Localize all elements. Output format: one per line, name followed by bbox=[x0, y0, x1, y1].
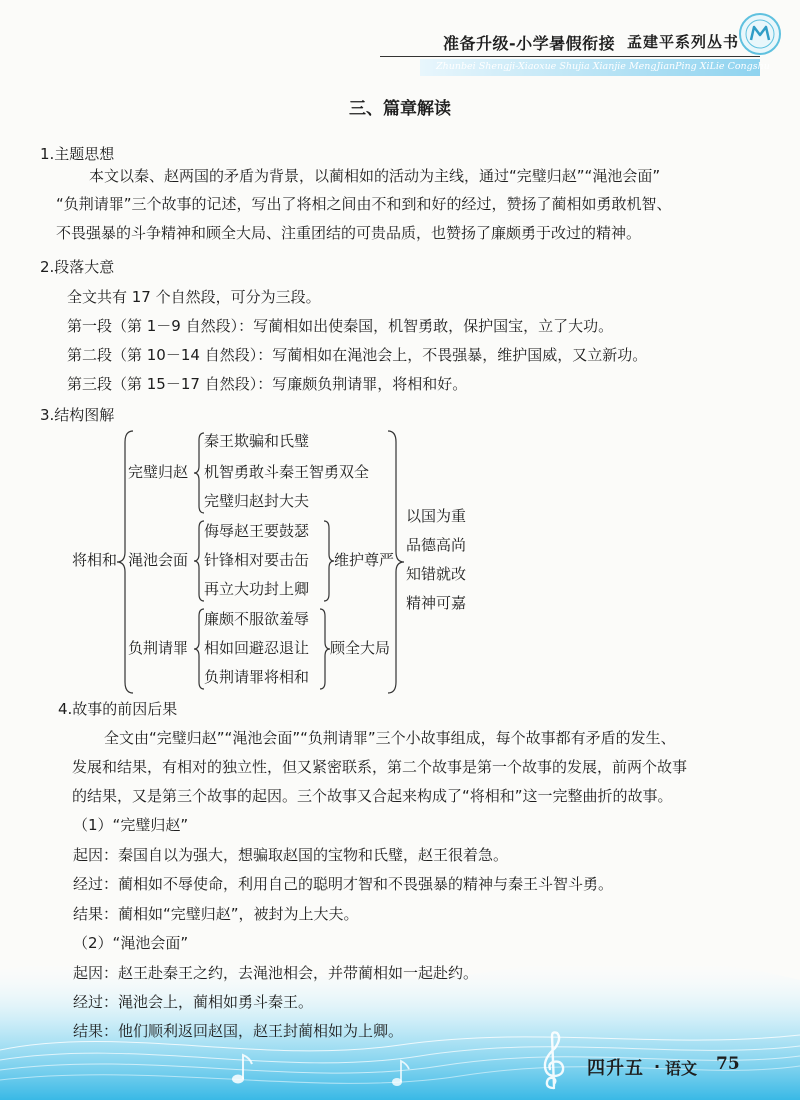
footer-book-title: 四升五 bbox=[587, 1058, 644, 1079]
story-process: 经过：渑池会上，蔺相如勇斗秦王。 bbox=[73, 993, 314, 1011]
section-heading-causes: 4.故事的前因后果 bbox=[58, 700, 178, 718]
header-pinyin: Zhunbei Shengji-Xiaoxue Shujia Xianjie MengJianPing XiLie Congshu bbox=[436, 61, 770, 72]
diagram-root: 将相和 bbox=[72, 551, 118, 569]
header-brand: 孟建平系列丛书 bbox=[627, 33, 740, 51]
diagram-group-name: 负荆请罪 bbox=[128, 639, 189, 657]
paragraph-line: 全文共有 17 个自然段，可分为三段。 bbox=[67, 288, 321, 306]
paragraph-line: 第三段（第 15－17 自然段）：写廉颇负荆请罪，将相和好。 bbox=[67, 375, 468, 393]
paragraph-line: 不畏强暴的斗争精神和顾全大局、注重团结的可贵品质，也赞扬了廉颇勇于改过的精神。 bbox=[56, 224, 642, 242]
diagram-group-name: 渑池会面 bbox=[128, 551, 189, 569]
story-cause: 起因：秦国自以为强大，想骗取赵国的宝物和氏璧，赵王很着急。 bbox=[73, 846, 509, 864]
footer-subject: 语文 bbox=[665, 1059, 698, 1078]
paragraph-line: 第二段（第 10－14 自然段）：写蔺相如在渑池会上，不畏强暴，维护国威，又立新功。 bbox=[67, 346, 648, 364]
diagram-item: 负荆请罪将相和 bbox=[204, 668, 310, 686]
diagram-item: 机智勇敢斗秦王智勇双全 bbox=[204, 463, 370, 481]
story-process: 经过：蔺相如不辱使命，利用自己的聪明才智和不畏强暴的精神与秦王斗智斗勇。 bbox=[73, 875, 614, 893]
diagram-item: 廉颇不服欲羞辱 bbox=[204, 610, 310, 628]
header-rule bbox=[380, 56, 760, 57]
diagram-summary: 顾全大局 bbox=[330, 639, 391, 657]
diagram-group-name: 完璧归赵 bbox=[128, 463, 189, 481]
section-heading-theme: 1.主题思想 bbox=[40, 145, 115, 163]
diagram-item: 相如回避忍退让 bbox=[204, 639, 310, 657]
paragraph-line: 的结果，又是第三个故事的起因。三个故事又合起来构成了“将相和”这一完整曲折的故事。 bbox=[72, 787, 673, 805]
story-title: （2）“渑池会面” bbox=[73, 934, 189, 952]
page-number: 75 bbox=[716, 1054, 740, 1074]
diagram-item: 针锋相对要击缶 bbox=[204, 551, 310, 569]
diagram-conclusion: 品德高尚 bbox=[406, 536, 467, 554]
paragraph-line: 全文由“完璧归赵”“渑池会面”“负荆请罪”三个小故事组成，每个故事都有矛盾的发生、 bbox=[104, 729, 676, 747]
treble-clef-icon bbox=[538, 1030, 568, 1092]
diagram-conclusion: 以国为重 bbox=[406, 507, 467, 525]
header-series-title: 准备升级-小学暑假衔接 bbox=[443, 34, 616, 53]
paragraph-line: 发展和结果，有相对的独立性，但又紧密联系，第二个故事是第一个故事的发展，前两个故事 bbox=[72, 758, 688, 776]
diagram-brace-final bbox=[386, 430, 406, 694]
music-note-icon bbox=[390, 1058, 412, 1088]
music-note-icon bbox=[230, 1052, 256, 1086]
diagram-item: 侮辱赵王要鼓瑟 bbox=[204, 522, 310, 540]
paragraph-line: 本文以秦、赵两国的矛盾为背景，以蔺相如的活动为主线，通过“完璧归赵”“渑池会面” bbox=[89, 167, 661, 185]
diagram-item: 完璧归赵封大夫 bbox=[204, 492, 310, 510]
diagram-conclusion: 精神可嘉 bbox=[406, 594, 467, 612]
story-result: 结果：他们顺利返回赵国，赵王封蔺相如为上卿。 bbox=[73, 1022, 404, 1040]
diagram-item: 再立大功封上卿 bbox=[204, 580, 310, 598]
story-result: 结果：蔺相如“完璧归赵”，被封为上大夫。 bbox=[73, 905, 359, 923]
story-cause: 起因：赵王赴秦王之约，去渑池相会，并带蔺相如一起赴约。 bbox=[73, 964, 479, 982]
series-logo-icon bbox=[738, 12, 782, 56]
section-heading-structure: 3.结构图解 bbox=[40, 406, 115, 424]
paragraph-line: “负荆请罪”三个故事的记述，写出了将相之间由不和到和好的经过，赞扬了蔺相如勇敢机智、 bbox=[56, 195, 672, 213]
footer-separator: · bbox=[654, 1057, 661, 1076]
diagram-summary: 维护尊严 bbox=[334, 551, 395, 569]
page-title: 三、篇章解读 bbox=[349, 99, 451, 119]
diagram-item: 秦王欺骗和氏璧 bbox=[204, 432, 310, 450]
section-heading-paragraphs: 2.段落大意 bbox=[40, 258, 115, 276]
paragraph-line: 第一段（第 1－9 自然段）：写蔺相如出使秦国，机智勇敢，保护国宝，立了大功。 bbox=[67, 317, 614, 335]
story-title: （1）“完璧归赵” bbox=[73, 816, 189, 834]
diagram-conclusion: 知错就改 bbox=[406, 565, 467, 583]
